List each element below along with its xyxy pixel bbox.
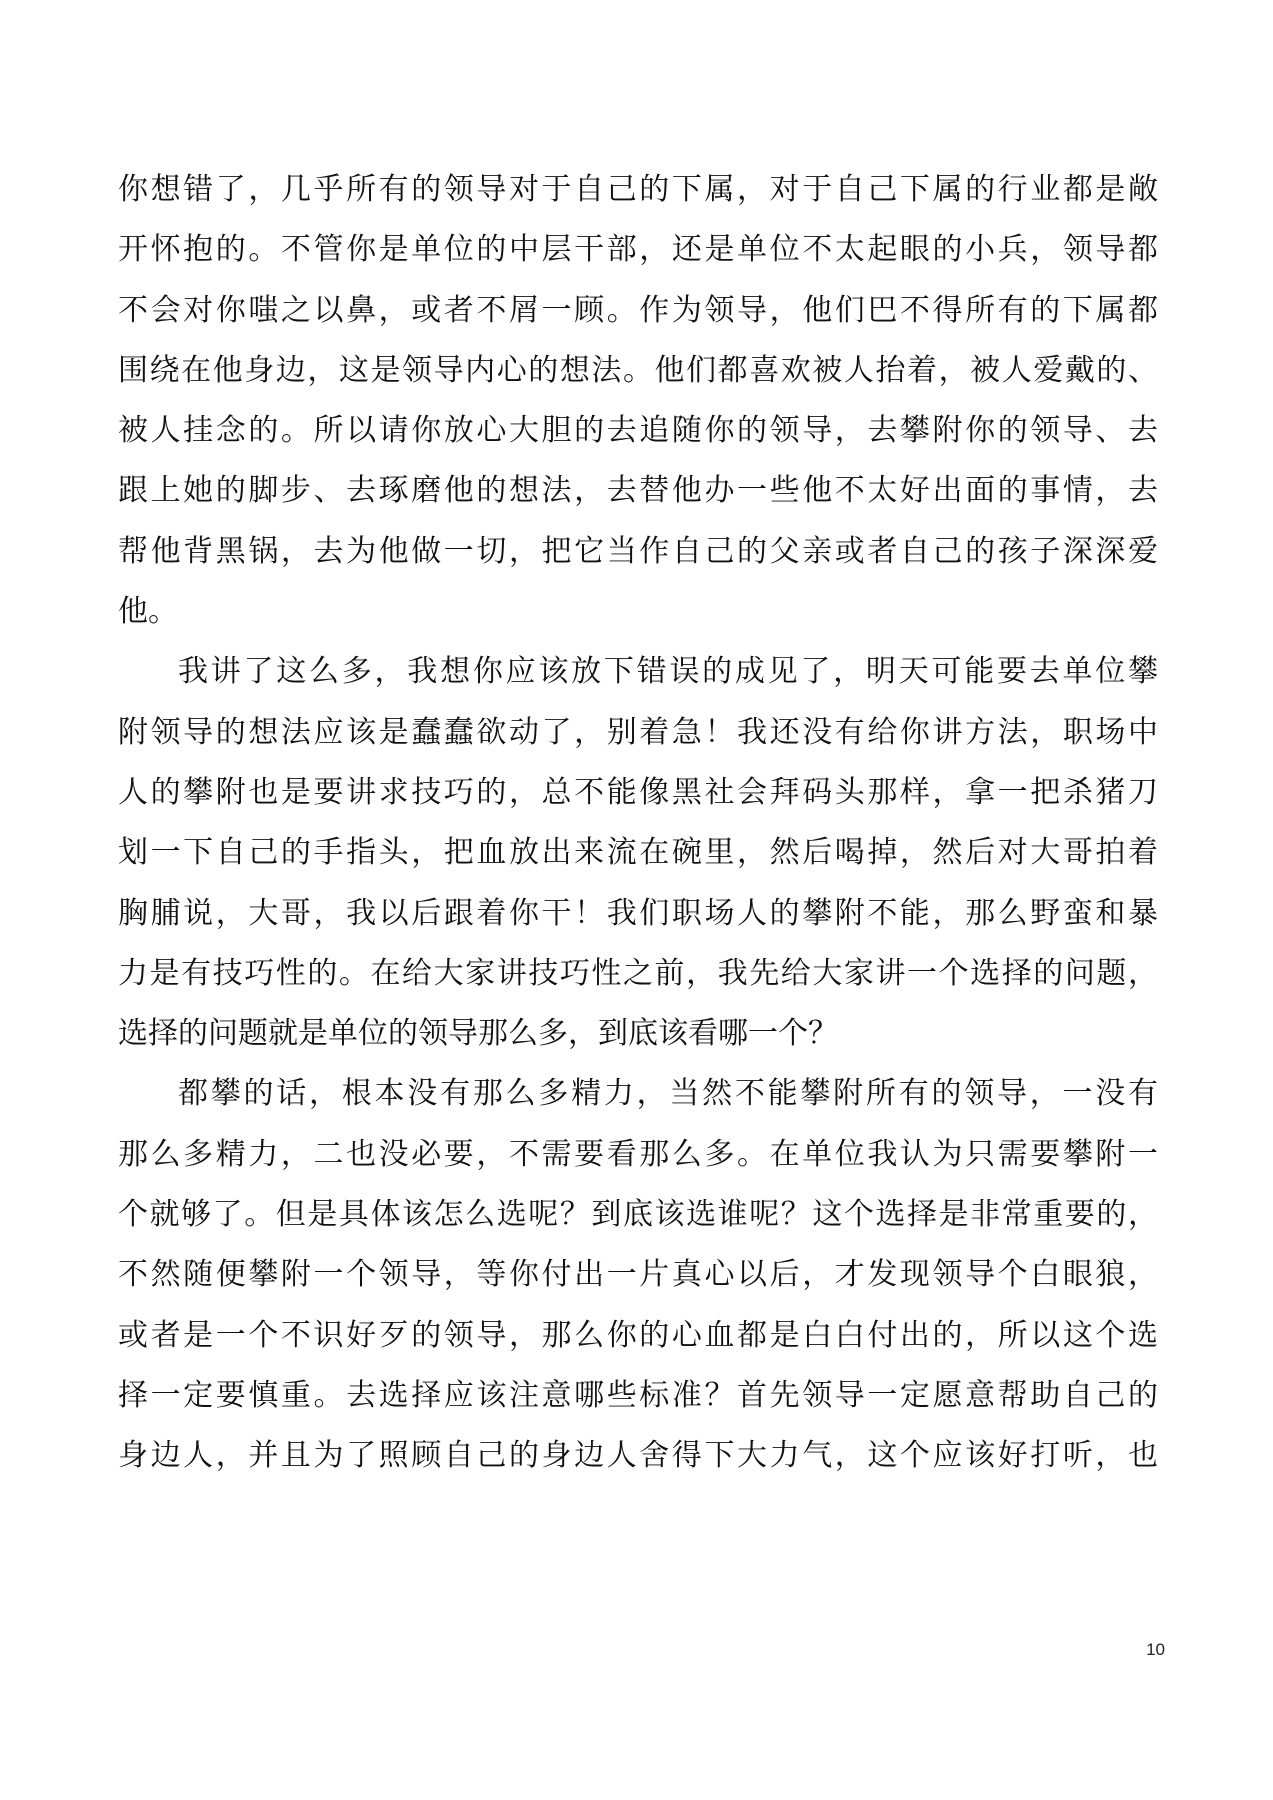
text-line: 开怀抱的。不管你是单位的中层干部，还是单位不太起眼的小兵，领导都 [118,232,1158,268]
text-line: 被人挂念的。所以请你放心大胆的去追随你的领导，去攀附你的领导、去 [118,413,1158,449]
text-line: 我讲了这么多，我想你应该放下错误的成见了，明天可能要去单位攀 [178,654,1158,690]
paragraph-2 [118,642,1158,1064]
text-line: 那么多精力，二也没必要，不需要看那么多。在单位我认为只需要攀附一 [118,1136,1158,1172]
text-line: 划一下自己的手指头，把血放出来流在碗里，然后喝掉，然后对大哥拍着 [118,835,1158,871]
text-line: 身边人，并且为了照顾自己的身边人舍得下大力气，这个应该好打听，也 [118,1438,1158,1474]
text-line: 不然随便攀附一个领导，等你付出一片真心以后，才发现领导个白眼狼， [118,1257,1158,1293]
paragraph-1 [118,160,1158,642]
paragraph-3 [118,1064,1158,1486]
text-line: 跟上她的脚步、去琢磨他的想法，去替他办一些他不太好出面的事情，去 [118,473,1158,509]
text-line: 胸脯说，大哥，我以后跟着你干！我们职场人的攀附不能，那么野蛮和暴 [118,895,1158,931]
text-line: 人的攀附也是要讲求技巧的，总不能像黑社会拜码头那样，拿一把杀猪刀 [118,774,1158,810]
text-line: 帮他背黑锅，去为他做一切，把它当作自己的父亲或者自己的孩子深深爱 [118,533,1158,569]
text-line: 个就够了。但是具体该怎么选呢？到底该选谁呢？这个选择是非常重要的， [118,1197,1158,1233]
text-line: 不会对你嗤之以鼻，或者不屑一顾。作为领导，他们巴不得所有的下属都 [118,292,1158,328]
text-line: 围绕在他身边，这是领导内心的想法。他们都喜欢被人抬着，被人爱戴的、 [118,352,1158,388]
text-line: 都攀的话，根本没有那么多精力，当然不能攀附所有的领导，一没有 [178,1076,1158,1112]
text-line: 他。 [118,594,178,630]
page-number: 10 [1146,1640,1165,1659]
text-line: 力是有技巧性的。在给大家讲技巧性之前，我先给大家讲一个选择的问题， [118,955,1158,991]
text-line: 择一定要慎重。去选择应该注意哪些标准？首先领导一定愿意帮助自己的 [118,1377,1158,1413]
text-line: 附领导的想法应该是蠢蠢欲动了，别着急！我还没有给你讲方法，职场中 [118,714,1158,750]
text-line: 或者是一个不识好歹的领导，那么你的心血都是白白付出的，所以这个选 [118,1317,1158,1353]
body-text [118,160,1158,1487]
text-line: 你想错了，几乎所有的领导对于自己的下属，对于自己下属的行业都是敞 [118,172,1158,207]
text-line: 选择的问题就是单位的领导那么多，到底该看哪一个？ [118,1016,838,1052]
